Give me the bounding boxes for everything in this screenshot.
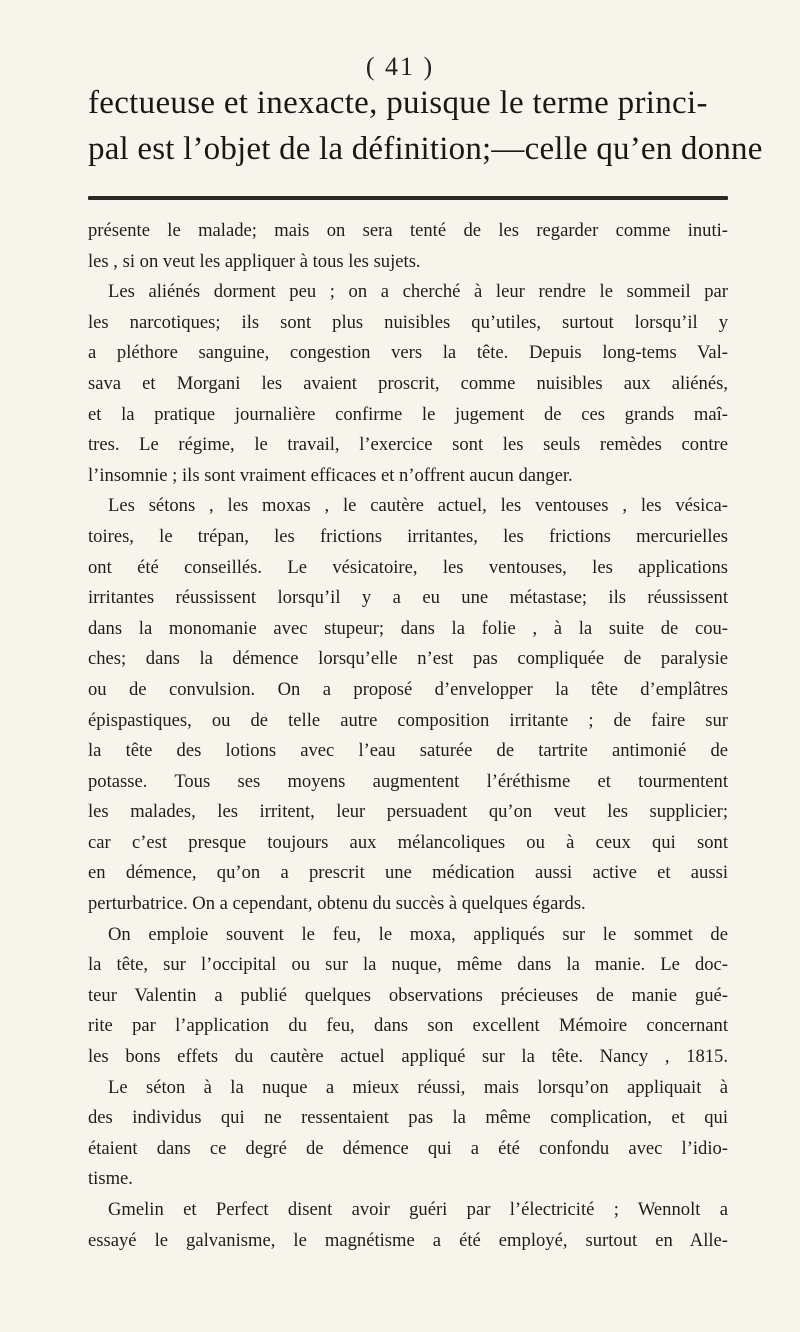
text-line: tres. Le régime, le travail, l’exercice sont les seuls remèdes contre: [88, 434, 728, 456]
page-number: ( 41 ): [365, 52, 435, 81]
text-line: étaient dans ce degré de démence qui a été confondu avec l’idio-: [88, 1137, 728, 1159]
text-line: dans la monomanie avec stupeur; dans la folie , à la suite de cou-: [88, 617, 728, 639]
text-line: la tête, sur l’occipital ou sur la nuque, même dans la manie. Le doc-: [88, 954, 728, 976]
header-text-line-2: pal est l’objet de la définition;—celle qu’en donne: [88, 131, 763, 167]
text-line: ou de convulsion. On a proposé d’envelopper la tête d’emplâtres: [88, 678, 728, 700]
text-line: essayé le galvanisme, le magnétisme a été employé, surtout en Alle-: [88, 1229, 728, 1251]
text-line: sava et Morgani les avaient proscrit, comme nuisibles aux aliénés,: [88, 372, 728, 394]
text-line: épispastiques, ou de telle autre composition irritante ; de faire sur: [88, 709, 728, 731]
text-line: l’insomnie ; ils sont vraiment efficaces et n’offrent aucun danger.: [88, 464, 573, 486]
text-line: Gmelin et Perfect disent avoir guéri par l’électricité ; Wennolt a: [108, 1199, 728, 1220]
text-line: les narcotiques; ils sont plus nuisibles qu’utiles, surtout lorsqu’il y: [88, 311, 728, 333]
text-line: présente le malade; mais on sera tenté de les regarder comme inuti-: [88, 220, 728, 241]
horizontal-rule: [88, 196, 728, 200]
text-line: car c’est presque toujours aux mélancoliques ou à ceux qui sont: [88, 831, 728, 853]
text-line: Les sétons , les moxas , le cautère actuel, les ventouses , les vésica-: [108, 495, 728, 517]
text-line: des individus qui ne ressentaient pas la même complication, et qui: [88, 1107, 728, 1129]
text-line: ches; dans la démence lorsqu’elle n’est pas compliquée de paralysie: [88, 648, 728, 670]
text-line: irritantes réussissent lorsqu’il y a eu une métastase; ils réussissent: [88, 587, 728, 609]
text-line: a pléthore sanguine, congestion vers la tête. Depuis long-tems Val-: [88, 342, 728, 364]
text-line: les bons effets du cautère actuel appliqué sur la tête. Nancy , 1815.: [88, 1046, 728, 1068]
text-line: toires, le trépan, les frictions irritantes, les frictions mercurielles: [88, 525, 728, 547]
text-line: les malades, les irritent, leur persuadent qu’on veut les supplicier;: [88, 801, 728, 823]
text-line: tisme.: [88, 1168, 133, 1190]
text-line: ont été conseillés. Le vésicatoire, les ventouses, les applications: [88, 556, 728, 578]
text-line: potasse. Tous ses moyens augmentent l’éréthisme et tourmentent: [88, 770, 728, 792]
text-line: et la pratique journalière confirme le jugement de ces grands maî-: [88, 403, 728, 425]
text-line: la tête des lotions avec l’eau saturée de tartrite antimonié de: [88, 740, 728, 762]
text-line: On emploie souvent le feu, le moxa, appliqués sur le sommet de: [108, 923, 728, 945]
text-line: teur Valentin a publié quelques observations précieuses de manie gué-: [88, 984, 728, 1006]
text-line: perturbatrice. On a cependant, obtenu du succès à quelques égards.: [88, 893, 586, 915]
header-text-line-1: fectueuse et inexacte, puisque le terme princi-: [88, 85, 708, 121]
text-line: Le séton à la nuque a mieux réussi, mais lorsqu’on appliquait à: [108, 1076, 728, 1098]
text-line: les , si on veut les appliquer à tous les sujets.: [88, 250, 421, 272]
text-line: en démence, qu’on a prescrit une médication aussi active et aussi: [88, 862, 728, 884]
text-line: Les aliénés dorment peu ; on a cherché à leur rendre le sommeil par: [108, 281, 728, 303]
text-line: rite par l’application du feu, dans son excellent Mémoire concernant: [88, 1015, 728, 1037]
body-text: [88, 216, 728, 1256]
